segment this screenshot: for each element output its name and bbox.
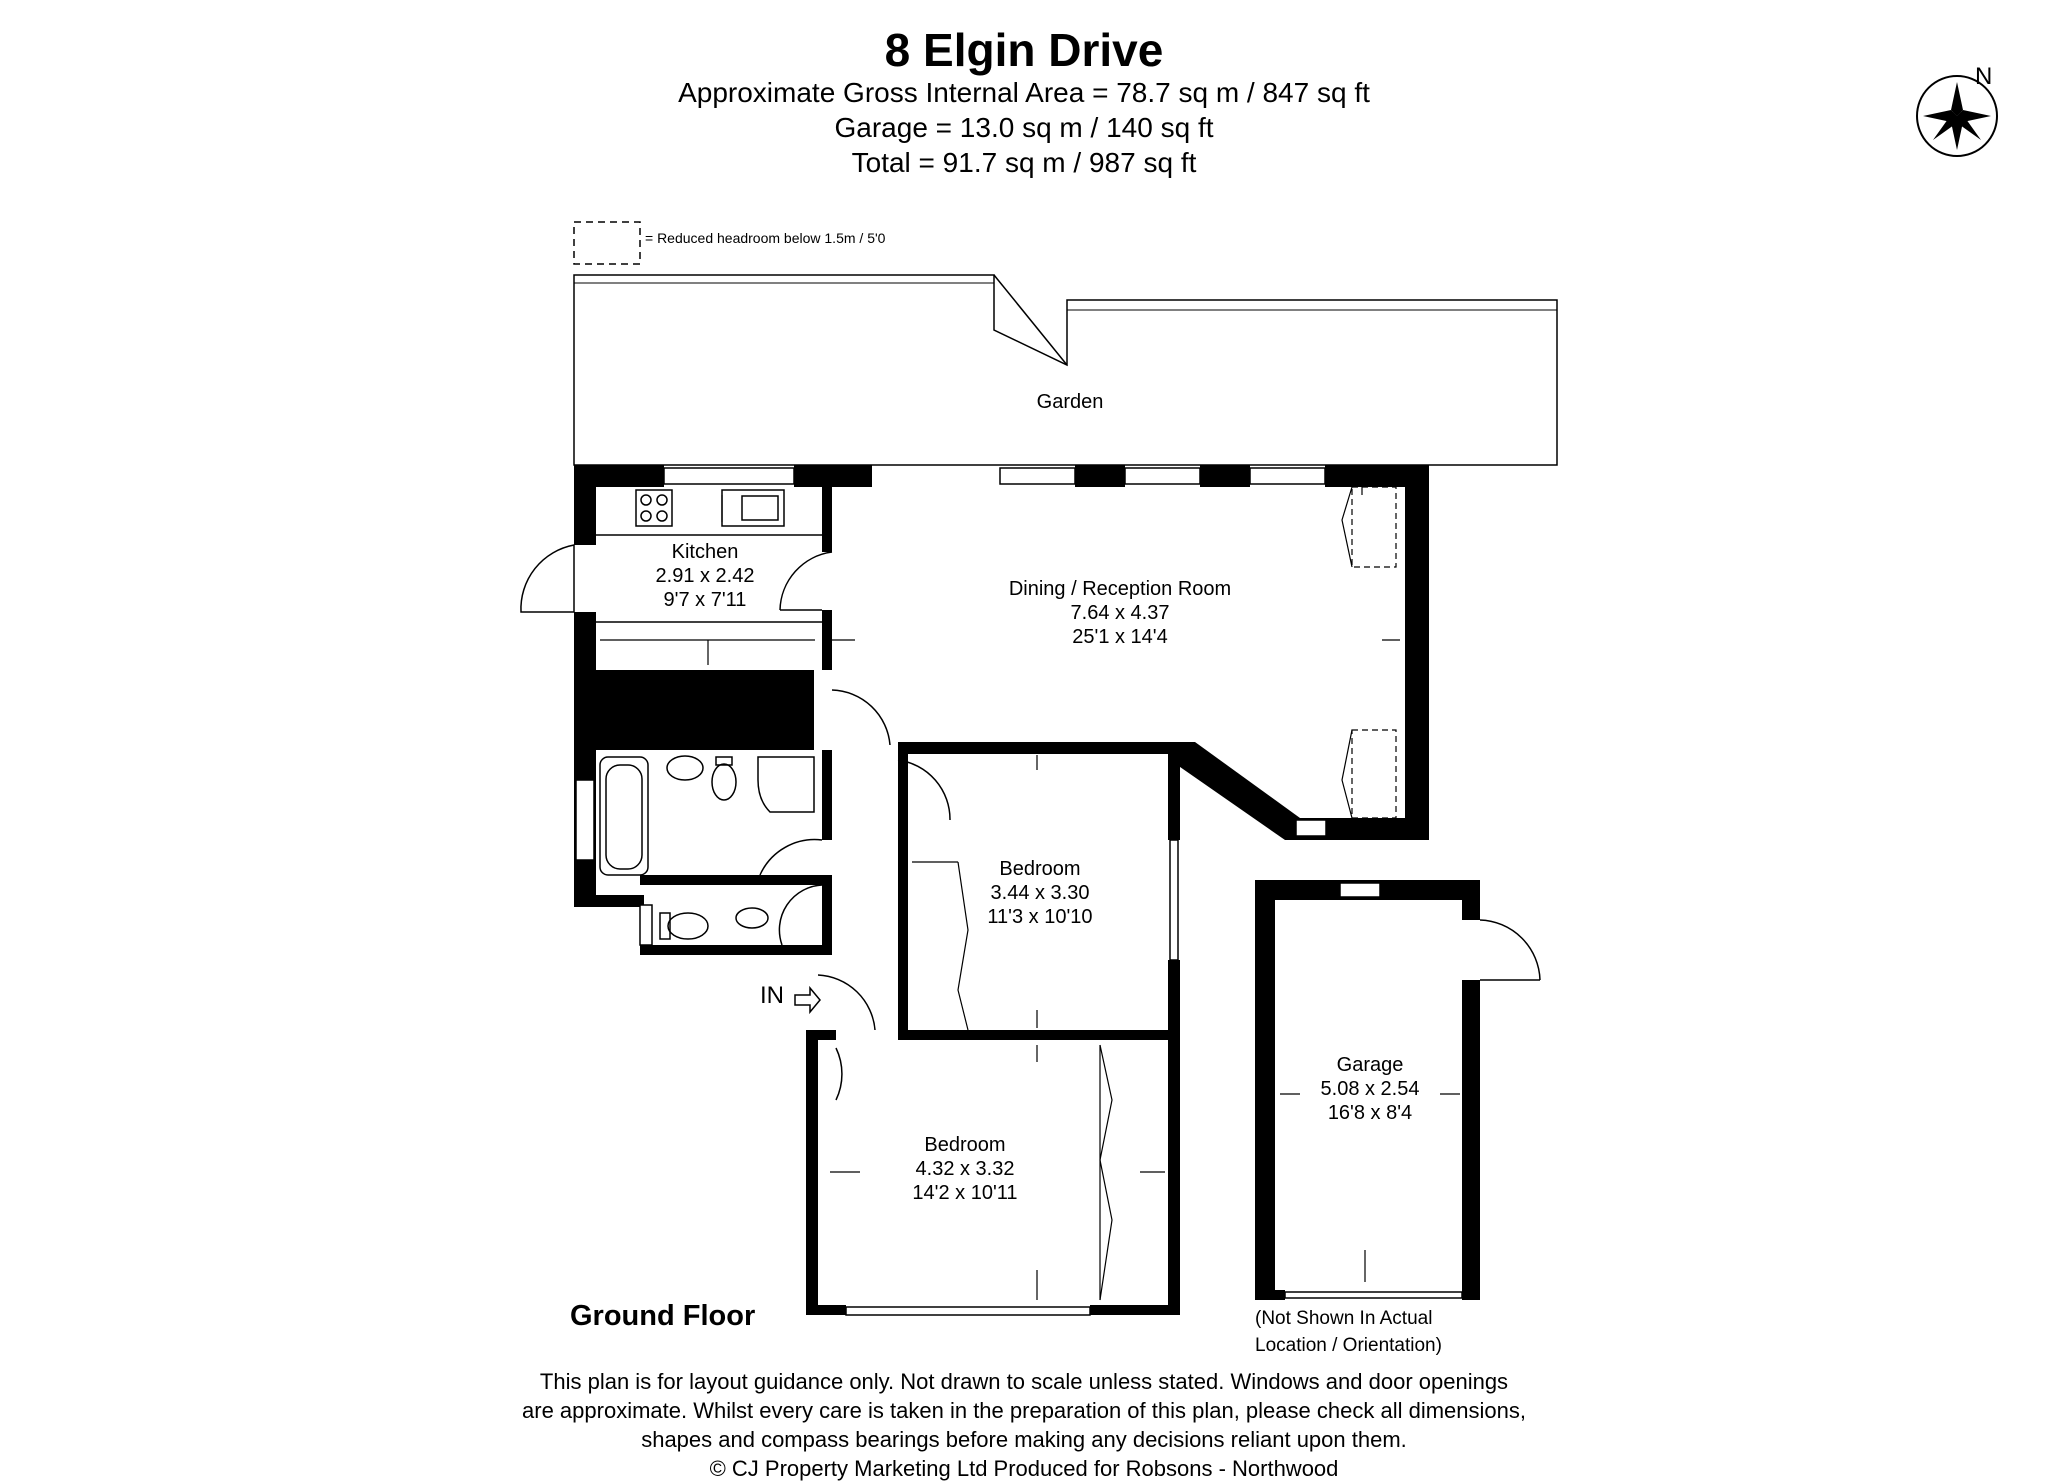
room-metric: 2.91 x 2.42 — [655, 565, 755, 587]
entrance-label: IN — [760, 982, 784, 1009]
dining-label — [970, 577, 1270, 649]
room-name: Bedroom — [924, 1134, 1006, 1156]
room-metric: 4.32 x 3.32 — [915, 1158, 1015, 1180]
room-metric: 3.44 x 3.30 — [990, 882, 1090, 904]
total-area: Total = 91.7 sq m / 987 sq ft — [851, 147, 1197, 178]
garage-note-line1: (Not Shown In Actual — [1255, 1308, 1433, 1329]
gross-internal-area: Approximate Gross Internal Area = 78.7 sq m / 847 sq ft — [678, 77, 1370, 108]
garage-note — [1255, 1305, 1442, 1359]
room-name: Garage — [1336, 1054, 1404, 1076]
floor-label: Ground Floor — [570, 1300, 756, 1332]
disclaimer-line1: This plan is for layout guidance only. Not drawn to scale unless stated. Windows and door openings — [539, 1369, 1509, 1394]
page-title: 8 Elgin Drive — [884, 24, 1164, 76]
room-metric: 5.08 x 2.54 — [1320, 1078, 1420, 1100]
garage-area: Garage = 13.0 sq m / 140 sq ft — [834, 112, 1214, 143]
disclaimer — [0, 1367, 2048, 1483]
garage-note-line2: Location / Orientation) — [1255, 1335, 1442, 1356]
room-name: Dining / Reception Room — [1008, 578, 1232, 600]
room-name: Bedroom — [999, 858, 1081, 880]
bedroom1-label — [960, 857, 1120, 929]
garden-outline — [574, 275, 1557, 465]
room-metric: 7.64 x 4.37 — [1070, 602, 1170, 624]
bedroom2-label — [880, 1133, 1050, 1205]
room-imperial: 14'2 x 10'11 — [912, 1182, 1018, 1204]
disclaimer-line3: shapes and compass bearings before making any decisions reliant upon them. — [641, 1427, 1407, 1452]
garden-label — [970, 390, 1170, 414]
legend-label: = Reduced headroom below 1.5m / 5'0 — [645, 230, 886, 246]
disclaimer-line2: are approximate. Whilst every care is taken in the preparation of this plan, please check all dimensions, — [522, 1398, 1526, 1423]
room-imperial: 16'8 x 8'4 — [1327, 1102, 1413, 1124]
room-name: Garden — [1036, 391, 1104, 413]
room-imperial: 25'1 x 14'4 — [1072, 626, 1168, 648]
entrance-arrow-icon — [795, 988, 820, 1012]
room-imperial: 9'7 x 7'11 — [663, 589, 747, 611]
garage-label — [1295, 1053, 1445, 1125]
kitchen-label — [610, 540, 800, 612]
reduced-headroom-legend-box — [574, 222, 640, 264]
compass-north-label: N — [1975, 63, 1993, 90]
bathroom-fittings — [600, 756, 814, 939]
room-imperial: 11'3 x 10'10 — [987, 906, 1093, 928]
room-name: Kitchen — [671, 541, 739, 563]
copyright-line: © CJ Property Marketing Ltd Produced for Robsons - Northwood — [709, 1456, 1339, 1481]
